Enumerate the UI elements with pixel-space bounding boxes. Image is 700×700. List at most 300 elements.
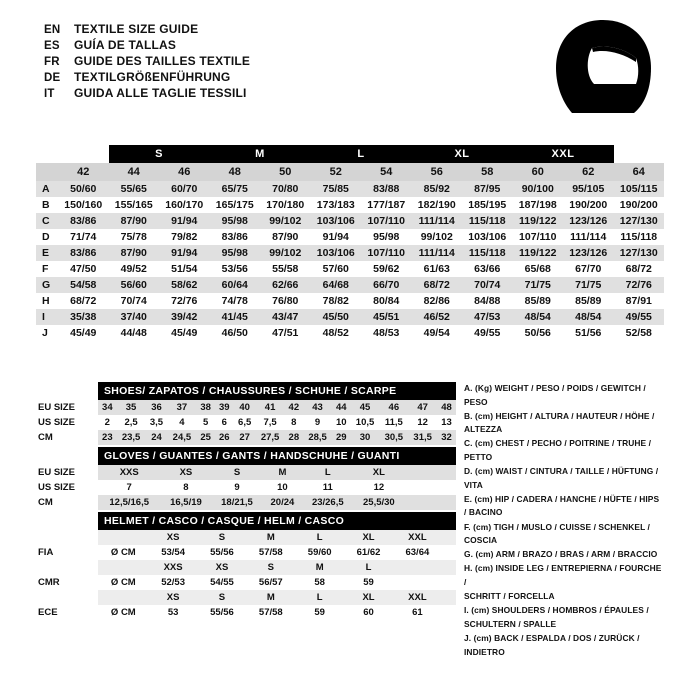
legend-line: SCHULTERN / SPALLE bbox=[464, 619, 557, 630]
legend-line: B. (cm) HEIGHT / ALTURA / HAUTEUR / HÖHE / ALTEZZA bbox=[464, 410, 655, 435]
shoes-cell: 41 bbox=[264, 402, 276, 413]
helmet-value-cell: 52/53 bbox=[161, 577, 185, 588]
measurement-cell: 47/51 bbox=[272, 327, 299, 339]
helmet-value-cell: 59/60 bbox=[307, 547, 332, 558]
measurement-cell: 119/122 bbox=[519, 215, 557, 227]
measurement-cell: 95/98 bbox=[221, 215, 248, 227]
shoes-cell: 10,5 bbox=[355, 417, 375, 428]
shoes-cell: 24,5 bbox=[172, 432, 192, 443]
helmet-value-cell: 59 bbox=[363, 577, 374, 588]
measurement-cell: 44/48 bbox=[120, 327, 147, 339]
helmet-standard-label: ECE bbox=[36, 605, 98, 620]
shoes-cell: 8 bbox=[291, 417, 297, 428]
size-column-header: 46 bbox=[178, 166, 191, 178]
measurement-cell: 90/100 bbox=[521, 183, 554, 195]
measurement-row-label: C bbox=[42, 215, 50, 227]
measurement-cell: 37/40 bbox=[120, 311, 147, 323]
helmet-size-row bbox=[36, 590, 456, 605]
measurement-cell: 115/118 bbox=[468, 215, 506, 227]
shoes-cell: 36 bbox=[151, 402, 162, 413]
measurement-cell: 39/42 bbox=[171, 311, 198, 323]
shoes-cell: 12 bbox=[417, 417, 428, 428]
legend-line: D. (cm) WAIST / CINTURA / TAILLE / HÜFTUNG / VITA bbox=[464, 466, 659, 490]
gloves-row bbox=[36, 495, 456, 510]
measurement-cell: 79/82 bbox=[171, 231, 198, 243]
helmet-cell-empty bbox=[417, 560, 441, 575]
measurement-row bbox=[36, 181, 664, 197]
helmet-size-label: XL bbox=[362, 532, 375, 543]
measurement-cell: 45/50 bbox=[322, 311, 349, 323]
measurement-cell: 107/110 bbox=[367, 247, 405, 259]
measurement-cell: 60/64 bbox=[221, 279, 248, 291]
helmet-value-cell: 54/55 bbox=[210, 577, 234, 588]
helmet-cell-empty bbox=[442, 560, 449, 575]
measurement-cell: 78/82 bbox=[322, 295, 349, 307]
shoes-cell: 30,5 bbox=[384, 432, 404, 443]
measurement-cell: 75/85 bbox=[322, 183, 349, 195]
measurement-cell: 87/90 bbox=[120, 215, 147, 227]
language-row-fr bbox=[44, 54, 464, 68]
legend-line: G. (cm) ARM / BRAZO / BRAS / ARM / BRACCIO bbox=[464, 549, 658, 560]
helmet-size-label: L bbox=[365, 562, 372, 573]
helmet-title: HELMET / CASCO / CASQUE / HELM / CASCO bbox=[98, 512, 456, 530]
measurement-cell: 75/78 bbox=[120, 231, 147, 243]
size-column-header: 62 bbox=[582, 166, 595, 178]
measurement-row bbox=[36, 197, 664, 213]
measurement-cell: 87/90 bbox=[272, 231, 299, 243]
helmet-unit: Ø CM bbox=[110, 607, 136, 618]
shoes-cell: 32 bbox=[441, 432, 452, 443]
shoes-cell: 31,5 bbox=[413, 432, 432, 443]
helmet-value-row bbox=[36, 545, 456, 560]
gloves-cell-empty bbox=[450, 465, 456, 480]
language-row-it bbox=[44, 86, 464, 100]
helmet-value-cell: 57/58 bbox=[258, 547, 283, 558]
helmet-size-row-label bbox=[36, 530, 98, 545]
gloves-cell: 12,5/16,5 bbox=[109, 497, 150, 508]
size-column-header: 48 bbox=[228, 166, 241, 178]
shoes-cell: 35 bbox=[125, 402, 137, 413]
legend-line: I. (cm) SHOULDERS / HOMBROS / ÉPAULES / bbox=[464, 605, 649, 616]
shoes-cell: 2 bbox=[104, 417, 110, 428]
helmet-standard-label: FIA bbox=[36, 545, 98, 560]
measurement-cell: 63/66 bbox=[474, 263, 501, 275]
measurement-cell: 48/54 bbox=[524, 311, 551, 323]
gloves-cell: 7 bbox=[126, 482, 132, 493]
helmet-cell-empty bbox=[417, 575, 441, 590]
size-column-header: 56 bbox=[430, 166, 443, 178]
legend-line: E. (cm) HIP / CADERA / HANCHE / HÜFTE / HIPS / BACINO bbox=[464, 493, 660, 518]
measurement-cell: 59/62 bbox=[373, 263, 400, 275]
shoes-cell: 26 bbox=[219, 432, 230, 443]
helmet-cell-empty bbox=[449, 575, 456, 590]
measurement-cell: 61/63 bbox=[423, 263, 450, 275]
gloves-title-spacer bbox=[36, 447, 98, 465]
size-label-s: S bbox=[109, 145, 210, 163]
measurement-cell: 66/70 bbox=[373, 279, 400, 291]
language-code: EN bbox=[44, 24, 61, 36]
size-column-header: 58 bbox=[481, 166, 494, 178]
measurement-cell: 91/94 bbox=[171, 215, 198, 227]
measurement-cell: 173/183 bbox=[316, 199, 355, 211]
helmet-value-cell: 55/56 bbox=[210, 607, 234, 618]
measurement-cell: 70/80 bbox=[272, 183, 299, 195]
shoes-row bbox=[36, 415, 456, 430]
shoes-cell: 40 bbox=[239, 402, 250, 413]
helmet-size-label: XXL bbox=[408, 592, 427, 603]
gloves-cell-empty bbox=[450, 480, 456, 495]
measurement-cell: 50/60 bbox=[70, 183, 97, 195]
measurement-cell: 70/74 bbox=[120, 295, 147, 307]
helmet-standard-label: CMR bbox=[36, 575, 98, 590]
gloves-cell: 11 bbox=[322, 482, 333, 493]
measurement-cell: 99/102 bbox=[420, 231, 453, 243]
helmet-cell-empty bbox=[449, 590, 456, 605]
helmet-value-cell: 61/62 bbox=[356, 547, 381, 558]
helmet-unit: Ø CM bbox=[110, 547, 136, 558]
measurement-cell: 187/198 bbox=[518, 199, 557, 211]
shoes-title: SHOES/ ZAPATOS / CHAUSSURES / SCHUHE / SCARPE bbox=[98, 382, 456, 400]
size-column-header: 50 bbox=[279, 166, 292, 178]
gloves-cell: XXS bbox=[119, 467, 139, 478]
helmet-size-label: XL bbox=[362, 592, 375, 603]
measurement-cell: 87/95 bbox=[474, 183, 501, 195]
measurement-cell: 65/68 bbox=[524, 263, 551, 275]
gloves-cell: 10 bbox=[277, 482, 288, 493]
shoes-cell: 6,5 bbox=[238, 417, 252, 428]
helmet-value-cell: 60 bbox=[363, 607, 374, 618]
shoes-cell: 4 bbox=[179, 417, 185, 428]
shoes-cell: 24 bbox=[151, 432, 162, 443]
measurement-cell: 71/75 bbox=[524, 279, 551, 291]
shoes-cell: 25 bbox=[200, 432, 211, 443]
helmet-size-spacer bbox=[98, 530, 149, 545]
measurement-cell: 72/76 bbox=[171, 295, 198, 307]
measurement-cell: 107/110 bbox=[519, 231, 557, 243]
language-title: TEXTILE SIZE GUIDE bbox=[74, 22, 199, 36]
measurement-row-label: E bbox=[42, 247, 50, 259]
measurement-cell: 103/106 bbox=[468, 231, 507, 243]
helmet-size-label: M bbox=[266, 592, 275, 603]
shoes-cell: 3,5 bbox=[149, 417, 164, 428]
shoes-cell: 34 bbox=[102, 402, 113, 413]
measurement-cell: 123/126 bbox=[569, 215, 608, 227]
measurement-cell: 182/190 bbox=[417, 199, 456, 211]
measurement-cell: 50/56 bbox=[524, 327, 551, 339]
language-code: ES bbox=[44, 40, 60, 52]
helmet-icon bbox=[548, 18, 658, 118]
size-spacer bbox=[58, 145, 109, 163]
shoes-row-label: CM bbox=[36, 430, 98, 445]
measurement-row-label: J bbox=[42, 327, 48, 339]
helmet-size-label: S bbox=[267, 562, 274, 573]
measurement-row-label: B bbox=[42, 199, 50, 211]
gloves-title: GLOVES / GUANTES / GANTS / HANDSCHUHE / GUANTI bbox=[98, 447, 456, 465]
helmet-size-label: XS bbox=[166, 592, 180, 603]
helmet-value-cell: 55/56 bbox=[210, 547, 234, 558]
measurement-row bbox=[36, 309, 664, 325]
measurement-cell: 67/70 bbox=[575, 263, 602, 275]
measurement-cell: 111/114 bbox=[570, 231, 607, 243]
measurement-row bbox=[36, 229, 664, 245]
shoes-row bbox=[36, 430, 456, 445]
helmet-cell-empty bbox=[393, 560, 417, 575]
measurement-cell: 155/165 bbox=[114, 199, 153, 211]
helmet-value-cell: 63/64 bbox=[405, 547, 430, 558]
helmet-size-label: L bbox=[316, 532, 323, 543]
measurement-row bbox=[36, 293, 664, 309]
measurement-cell: 105/115 bbox=[620, 183, 658, 195]
measurement-cell: 150/160 bbox=[64, 199, 103, 211]
measurement-cell: 49/52 bbox=[120, 263, 147, 275]
shoes-cell: 9 bbox=[314, 417, 321, 428]
gloves-row-label: CM bbox=[36, 495, 98, 510]
measurement-cell: 83/88 bbox=[373, 183, 400, 195]
measurement-cell: 62/66 bbox=[272, 279, 299, 291]
gloves-cell: L bbox=[324, 467, 331, 478]
size-label-row bbox=[36, 145, 664, 163]
helmet-table bbox=[36, 512, 456, 620]
measurement-cell: 48/52 bbox=[322, 327, 349, 339]
measurement-cell: 160/170 bbox=[165, 199, 204, 211]
measurement-cell: 47/53 bbox=[474, 311, 501, 323]
gloves-cell: XS bbox=[179, 467, 193, 478]
helmet-size-label: M bbox=[266, 532, 275, 543]
gloves-cell: 23/26,5 bbox=[311, 497, 344, 508]
language-code: FR bbox=[44, 56, 60, 68]
measurement-row-label: F bbox=[42, 263, 49, 275]
measurement-cell: 95/98 bbox=[373, 231, 400, 243]
helmet-title-spacer bbox=[36, 512, 98, 530]
size-label-xl: XL bbox=[412, 145, 513, 163]
measurement-cell: 190/200 bbox=[619, 199, 658, 211]
measurement-cell: 43/47 bbox=[272, 311, 299, 323]
size-label-m: M bbox=[210, 145, 311, 163]
helmet-size-label: XS bbox=[166, 532, 180, 543]
legend-line: H. (cm) INSIDE LEG / ENTREPIERNA / FOURCHE / bbox=[464, 563, 662, 588]
measurement-cell: 83/86 bbox=[70, 215, 97, 227]
measurement-cell: 91/94 bbox=[171, 247, 198, 259]
helmet-size-spacer bbox=[98, 560, 149, 575]
measurement-cell: 71/75 bbox=[575, 279, 602, 291]
header-language-list bbox=[44, 22, 464, 102]
size-column-header: 42 bbox=[77, 166, 90, 178]
measurement-cell: 52/58 bbox=[625, 327, 652, 339]
gloves-row bbox=[36, 465, 456, 480]
measurement-cell: 54/58 bbox=[70, 279, 97, 291]
helmet-value-cell: 57/58 bbox=[258, 607, 283, 618]
shoes-cell: 37 bbox=[176, 402, 188, 413]
shoes-cell: 30 bbox=[359, 432, 371, 443]
size-number-row bbox=[36, 163, 664, 181]
helmet-value-cell: 53 bbox=[167, 607, 179, 618]
legend-block bbox=[464, 382, 664, 660]
measurement-cell: 165/175 bbox=[215, 199, 254, 211]
measurement-row-label: D bbox=[42, 231, 50, 243]
row-label-spacer bbox=[36, 145, 58, 163]
helmet-size-label: XS bbox=[215, 562, 229, 573]
measurement-cell: 170/180 bbox=[266, 199, 305, 211]
legend-line: J. (cm) BACK / ESPALDA / DOS / ZURÜCK / INDIETRO bbox=[464, 633, 640, 658]
measurement-cell: 68/72 bbox=[625, 263, 652, 275]
gloves-cell: 9 bbox=[234, 482, 240, 493]
measurement-cell: 65/75 bbox=[221, 183, 248, 195]
legend-line: C. (cm) CHEST / PECHO / POITRINE / TRUHE / PETTO bbox=[464, 438, 652, 463]
measurement-row bbox=[36, 325, 664, 341]
helmet-value-cell: 53/54 bbox=[161, 547, 185, 558]
language-code: IT bbox=[44, 88, 55, 100]
helmet-cell-empty bbox=[442, 590, 449, 605]
measurement-cell: 46/50 bbox=[221, 327, 248, 339]
helmet-size-label: L bbox=[316, 592, 323, 603]
measurement-cell: 49/55 bbox=[625, 311, 652, 323]
shoes-cell: 46 bbox=[388, 402, 400, 413]
measurement-cell: 56/60 bbox=[120, 279, 147, 291]
body-measurement-table bbox=[36, 145, 664, 341]
shoes-row-label: US SIZE bbox=[36, 415, 98, 430]
language-title: TEXTILGRÖßENFÜHRUNG bbox=[74, 70, 231, 84]
measurement-cell: 68/72 bbox=[70, 295, 97, 307]
shoes-title-spacer bbox=[36, 382, 98, 400]
measurement-cell: 45/49 bbox=[70, 327, 97, 339]
measurement-cell: 107/110 bbox=[367, 215, 405, 227]
size-column-header: 64 bbox=[632, 166, 645, 178]
shoes-cell: 5 bbox=[203, 417, 209, 428]
measurement-cell: 55/58 bbox=[272, 263, 299, 275]
measurement-cell: 76/80 bbox=[272, 295, 299, 307]
measurement-cell: 70/74 bbox=[474, 279, 501, 291]
language-row-es bbox=[44, 38, 464, 52]
helmet-size-row bbox=[36, 560, 456, 575]
measurement-cell: 111/114 bbox=[418, 215, 455, 227]
helmet-size-row-label bbox=[36, 560, 98, 575]
shoes-cell: 27,5 bbox=[260, 432, 280, 443]
measurement-cell: 103/106 bbox=[316, 247, 355, 259]
helmet-size-spacer bbox=[98, 590, 149, 605]
shoes-table bbox=[36, 382, 456, 445]
measurement-cell: 51/54 bbox=[171, 263, 198, 275]
shoes-cell: 23,5 bbox=[121, 432, 141, 443]
helmet-cell-empty bbox=[449, 545, 456, 560]
measurement-cell: 87/91 bbox=[625, 295, 652, 307]
measurement-cell: 64/68 bbox=[322, 279, 349, 291]
measurement-row bbox=[36, 213, 664, 229]
measurement-cell: 84/88 bbox=[474, 295, 501, 307]
gloves-cell: S bbox=[233, 467, 241, 478]
measurement-cell: 123/126 bbox=[569, 247, 608, 259]
measurement-cell: 115/118 bbox=[620, 231, 658, 243]
measurement-cell: 48/54 bbox=[575, 311, 602, 323]
measurement-cell: 45/49 bbox=[171, 327, 198, 339]
helmet-size-label: S bbox=[218, 592, 226, 603]
language-row-de bbox=[44, 70, 464, 84]
shoes-cell: 47 bbox=[417, 402, 428, 413]
helmet-size-label: XXL bbox=[408, 532, 427, 543]
measurement-cell: 91/94 bbox=[322, 231, 349, 243]
measurement-cell: 35/38 bbox=[70, 311, 97, 323]
measurement-cell: 60/70 bbox=[171, 183, 198, 195]
language-row-en bbox=[44, 22, 464, 36]
measurement-cell: 85/89 bbox=[524, 295, 551, 307]
helmet-value-cell: 56/57 bbox=[258, 577, 283, 588]
measurement-cell: 111/114 bbox=[418, 247, 455, 259]
helmet-value-cell: 59 bbox=[314, 607, 325, 618]
shoes-cell: 28 bbox=[288, 432, 300, 443]
measurement-cell: 51/56 bbox=[575, 327, 602, 339]
helmet-size-label: M bbox=[315, 562, 324, 573]
language-code: DE bbox=[44, 72, 61, 84]
measurement-row-label: G bbox=[42, 279, 51, 291]
measurement-cell: 127/130 bbox=[619, 247, 658, 259]
shoes-cell: 43 bbox=[312, 402, 323, 413]
helmet-value-cell: 61 bbox=[412, 607, 423, 618]
measurement-cell: 83/86 bbox=[221, 231, 248, 243]
shoes-cell: 45 bbox=[359, 402, 371, 413]
measurement-cell: 49/55 bbox=[474, 327, 501, 339]
shoes-cell: 39 bbox=[219, 402, 230, 413]
helmet-title-row bbox=[36, 512, 456, 530]
size-column-header: 54 bbox=[380, 166, 393, 178]
gloves-row-label: EU SIZE bbox=[36, 465, 98, 480]
measurement-cell: 115/118 bbox=[468, 247, 506, 259]
measurement-cell: 177/187 bbox=[367, 199, 406, 211]
measurement-cell: 95/105 bbox=[572, 183, 605, 195]
measurement-cell: 53/56 bbox=[221, 263, 248, 275]
helmet-size-label: XXS bbox=[163, 562, 183, 573]
helmet-cell-empty bbox=[393, 575, 417, 590]
measurement-cell: 45/51 bbox=[373, 311, 400, 323]
shoes-cell: 10 bbox=[336, 417, 347, 428]
gloves-cell: 20/24 bbox=[270, 497, 295, 508]
measurement-cell: 85/89 bbox=[575, 295, 602, 307]
measurement-cell: 71/74 bbox=[70, 231, 97, 243]
measurement-row bbox=[36, 245, 664, 261]
gloves-cell: 25,5/30 bbox=[363, 497, 395, 508]
helmet-cell-empty bbox=[442, 605, 449, 620]
gloves-table bbox=[36, 447, 456, 510]
helmet-value-row bbox=[36, 605, 456, 620]
lower-section bbox=[36, 382, 664, 660]
legend-line: SCHRITT / FORCELLA bbox=[464, 591, 555, 602]
shoes-cell: 23 bbox=[102, 432, 113, 443]
shoes-cell: 48 bbox=[441, 402, 452, 413]
shoes-row-label: EU SIZE bbox=[36, 400, 98, 415]
gloves-cell: 18/21,5 bbox=[221, 497, 253, 508]
measurement-cell: 95/98 bbox=[221, 247, 248, 259]
measurement-row bbox=[36, 277, 664, 293]
legend-line: F. (cm) TIGH / MUSLO / CUISSE / SCHENKEL / COSCIA bbox=[464, 521, 650, 546]
size-column-header: 60 bbox=[531, 166, 544, 178]
measurement-cell: 41/45 bbox=[221, 311, 248, 323]
measurement-cell: 55/65 bbox=[120, 183, 147, 195]
gloves-cell: 16,5/19 bbox=[170, 497, 202, 508]
legend-list bbox=[464, 382, 664, 660]
size-spacer bbox=[614, 145, 665, 163]
measurement-row-label: A bbox=[42, 183, 50, 195]
measurement-cell: 87/90 bbox=[120, 247, 147, 259]
shoes-title-row bbox=[36, 382, 456, 400]
helmet-cell-empty bbox=[442, 545, 449, 560]
measurement-row-label: H bbox=[42, 295, 50, 307]
measurement-cell: 80/84 bbox=[373, 295, 400, 307]
shoes-row bbox=[36, 400, 456, 415]
gloves-cell: M bbox=[278, 467, 287, 478]
shoes-cell: 38 bbox=[200, 402, 211, 413]
gloves-cell-empty bbox=[450, 495, 456, 510]
product-size-tables bbox=[36, 382, 456, 660]
gloves-cell: XL bbox=[372, 467, 385, 478]
helmet-cell-empty bbox=[442, 575, 449, 590]
